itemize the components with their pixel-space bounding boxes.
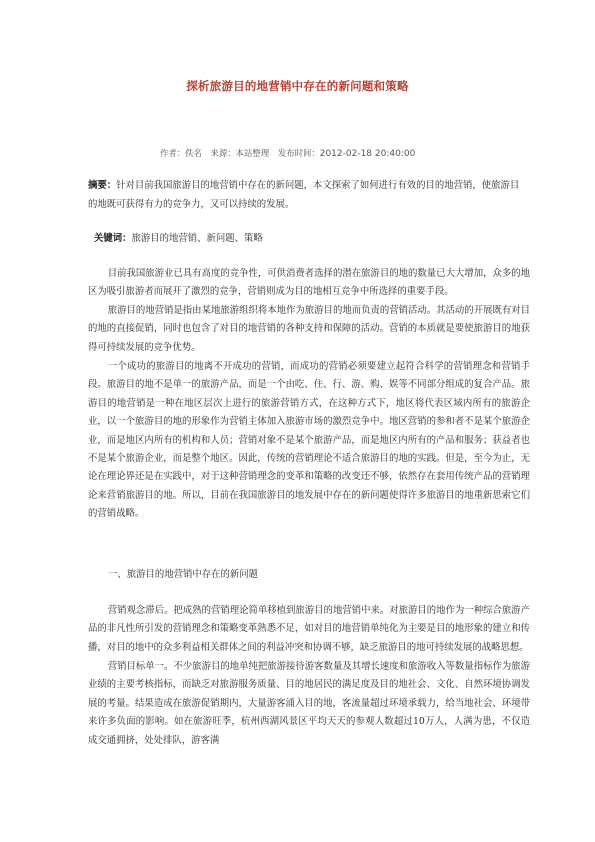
source-label: 来源：本站整理 <box>210 148 270 158</box>
paragraph: 营销观念滞后。把成熟的营销理论简单移植到旅游目的地营销中来。对旅游目的地作为一种综合旅游产品的非凡性所引发的营销理念和策略变革熟悉不足，如对目的地营销单纯化为主要是目的地形象的建立和传播，对目的地中的众多利益相关群体之间的利益冲突和协调不够，缺乏旅游目的地可持续发展的战略思想。 <box>88 605 530 653</box>
paragraph: 一个成功的旅游目的地离不开成功的营销，而成功的营销必须要建立起符合科学的营销理念和营销手段。旅游目的地不是单一的旅游产品，而是一个由吃、住、行、游、购、娱等不同部分组成的复合产品。旅游目的地营销是一种在地区层次上进行的旅游营销方式，在这种方式下，地区将代表区域内所有的旅游企业，以一个旅游目的地的形象作为营销主体加入旅游市场的激烈竞争中。地区营销的参和者不是某个旅游企业，而是地区内所有的机构和人员；营销对象不是某个旅游产品，而是地区内所有的产品和服务；获益者也不是某个旅游企业，而是整个地区。因此，传统的营销理论不适合旅游目的地的实践。但是，至今为止，无论在理论界还是在实践中，对于这种营销理念的变革和策略的改变还不够，依然存在套用传统产品的营销理论来营销旅游目的地。所以，目前在我国旅游目的地发展中存在的新问题使得许多旅游目的地重新思索它们的营销战略。 <box>88 361 530 520</box>
article-meta <box>160 147 415 159</box>
keywords <box>94 229 524 248</box>
abstract-label: 摘要： <box>88 180 117 191</box>
author-label: 作者：佚名 <box>160 148 202 158</box>
keywords-text: 旅游目的地营销、新问题、策略 <box>131 233 263 244</box>
published-label: 发布时间： <box>277 148 320 158</box>
paragraph: 营销目标单一。不少旅游目的地单纯把旅游接待游客数量及其增长速度和旅游收入等数量指标作为旅游业绩的主要考核指标，而缺乏对旅游服务质量、目的地居民的满足度及目的地社会、文化、自然环境协调发展的考量。结果造成在旅游促销期内，大量游客涌入目的地，客流量超过环境承载力，给当地社会、环境带来许多负面的影响。如在旅游旺季，杭州西湖风景区平均天天的参观人数超过10万人，人满为患，不仅造成交通拥挤，处处排队，游客满 <box>88 661 530 746</box>
article-title: 探析旅游目的地营销中存在的新问题和策略 <box>186 79 409 93</box>
paragraph: 旅游目的地营销是指由某地旅游组织将本地作为旅游目的地而负责的营销活动。其活动的开展既有对目的地的直接促销，同时也包含了对目的地营销的各种支持和保障的活动。营销的本质就是要使旅游目的地获得可持续发展的竞争优势。 <box>88 305 530 353</box>
abstract-text: 针对目前我国旅游目的地营销中存在的新问题，本文探索了如何进行有效的目的地营销，使旅游目的地既可获得有力的竞争力，又可以持续的发展。 <box>88 180 520 210</box>
paragraph: 目前我国旅游业已具有高度的竞争性，可供消费者选择的潜在旅游目的地的数量已大大增加，众多的地区为吸引旅游者而展开了激烈的竞争，营销则成为目的地相互竞争中所选择的重要手段。 <box>88 268 530 298</box>
published-date: 2012-02-18 20:40:00 <box>319 149 416 159</box>
keywords-label: 关键词： <box>94 233 132 244</box>
abstract <box>88 176 528 214</box>
section-heading: 一、旅游目的地营销中存在的新问题 <box>108 569 259 580</box>
